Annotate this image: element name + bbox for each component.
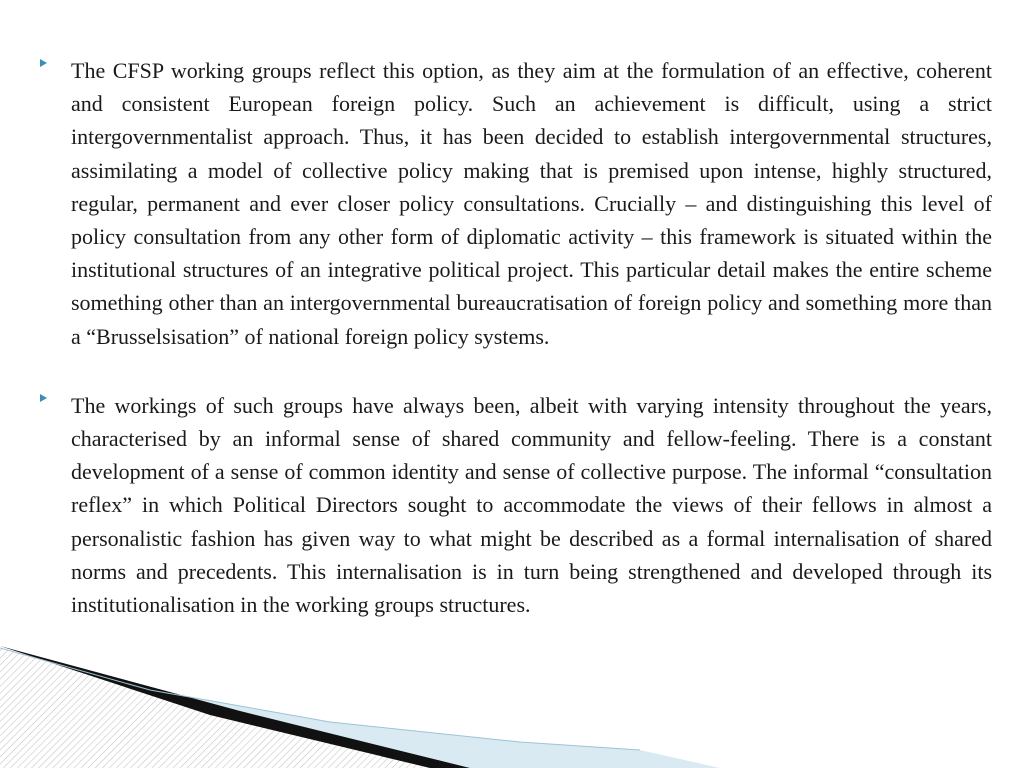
bullet-text: The CFSP working groups reflect this option, as they aim at the formulation of an effective, coherent and consistent European foreign policy. Such an achievement is difficult, using a strict intergovernmentalist approach. Thus, it has been decided to establish intergovernmental structures, assimilating a model of collective policy making that is premised upon intense, highly structured, regular, permanent and ever closer policy consultations. Crucially – and distinguishing this level of policy consultation from any other form of diplomatic activity – this framework is situated within the institutional structures of an integrative political project. This particular detail makes the entire scheme something other than an intergovernmental bureaucratisation of foreign policy and something more than a “Brusselsisation” of national foreign policy systems. (71, 58, 992, 349)
bullet-list (40, 54, 992, 657)
bullet-item-2 (40, 389, 992, 621)
bullet-item-1 (40, 54, 992, 353)
triangle-bullet-icon (40, 59, 47, 67)
triangle-bullet-icon (40, 394, 47, 402)
bullet-text: The workings of such groups have always been, albeit with varying intensity throughout the years, characterised by an informal sense of shared community and fellow-feeling. There is a constant development of a sense of common identity and sense of collective purpose. The informal “consultation reflex” in which Political Directors sought to accommodate the views of their fellows in almost a personalistic fashion has given way to what might be described as a formal internalisation of shared norms and precedents. This internalisation is in turn being strengthened and developed through its institutionalisation in the working groups structures. (71, 392, 992, 618)
